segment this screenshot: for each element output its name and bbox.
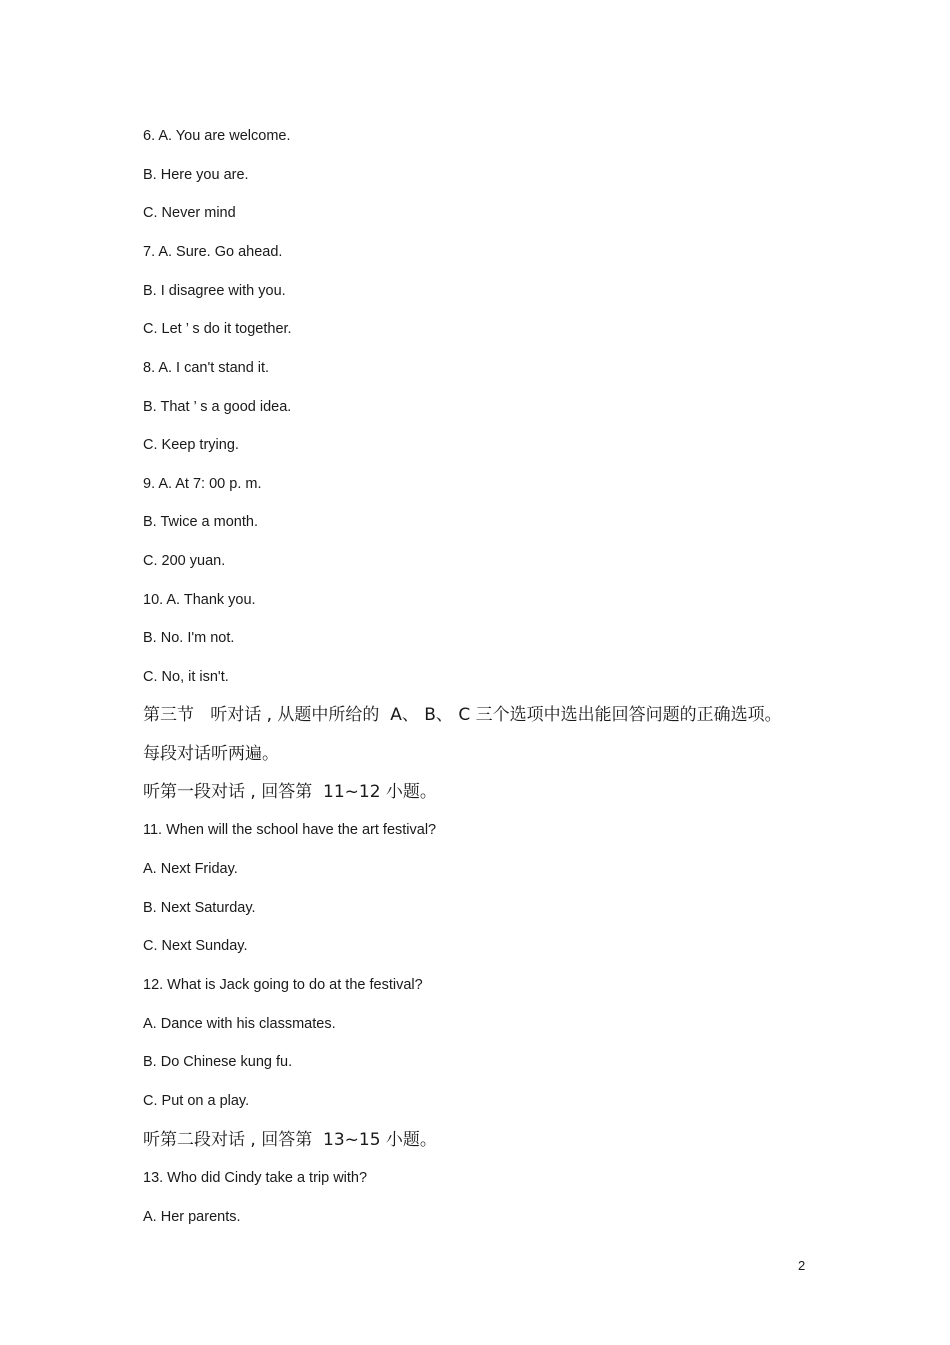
q6-option-b: B. Here you are.: [143, 167, 249, 183]
q9-option-b: B. Twice a month.: [143, 514, 258, 530]
q11-question: 11. When will the school have the art festival?: [143, 822, 437, 838]
q9-option-a: 9. A. At 7: 00 p. m.: [143, 476, 262, 492]
q7-option-c: C. Let ’ s do it together.: [143, 321, 292, 337]
q12-option-a: A. Dance with his classmates.: [143, 1016, 336, 1032]
q7-option-a: 7. A. Sure. Go ahead.: [143, 244, 283, 260]
q10-option-c: C. No, it isn't.: [143, 669, 229, 685]
q12-question: 12. What is Jack going to do at the festival?: [143, 977, 423, 993]
q12-option-c: C. Put on a play.: [143, 1093, 250, 1109]
q6-option-a: 6. A. You are welcome.: [143, 128, 291, 144]
q9-option-c: C. 200 yuan.: [143, 553, 226, 569]
q6-option-c: C. Never mind: [143, 205, 236, 221]
q10-option-b: B. No. I'm not.: [143, 630, 235, 646]
page-number: 2: [798, 1258, 806, 1273]
q8-option-c: C. Keep trying.: [143, 437, 239, 453]
q11-option-b: B. Next Saturday.: [143, 900, 256, 916]
section-three-instructions-cont: 每段对话听两遍。: [143, 744, 279, 764]
section-three-instructions: 第三节 听对话 , 从题中所给的 A、 B、 C 三个选项中选出能回答问题的正确选项。: [143, 705, 782, 725]
q11-option-c: C. Next Sunday.: [143, 938, 248, 954]
q10-option-a: 10. A. Thank you.: [143, 592, 256, 608]
q8-option-a: 8. A. I can't stand it.: [143, 360, 270, 376]
q11-option-a: A. Next Friday.: [143, 861, 238, 877]
q13-option-a: A. Her parents.: [143, 1209, 241, 1225]
q8-option-b: B. That ’ s a good idea.: [143, 399, 292, 415]
q12-option-b: B. Do Chinese kung fu.: [143, 1054, 293, 1070]
dialogue-one-heading: 听第一段对话 , 回答第 11~12 小题。: [143, 782, 437, 802]
q13-question: 13. Who did Cindy take a trip with?: [143, 1170, 368, 1186]
q7-option-b: B. I disagree with you.: [143, 283, 286, 299]
dialogue-two-heading: 听第二段对话 , 回答第 13~15 小题。: [143, 1130, 437, 1150]
